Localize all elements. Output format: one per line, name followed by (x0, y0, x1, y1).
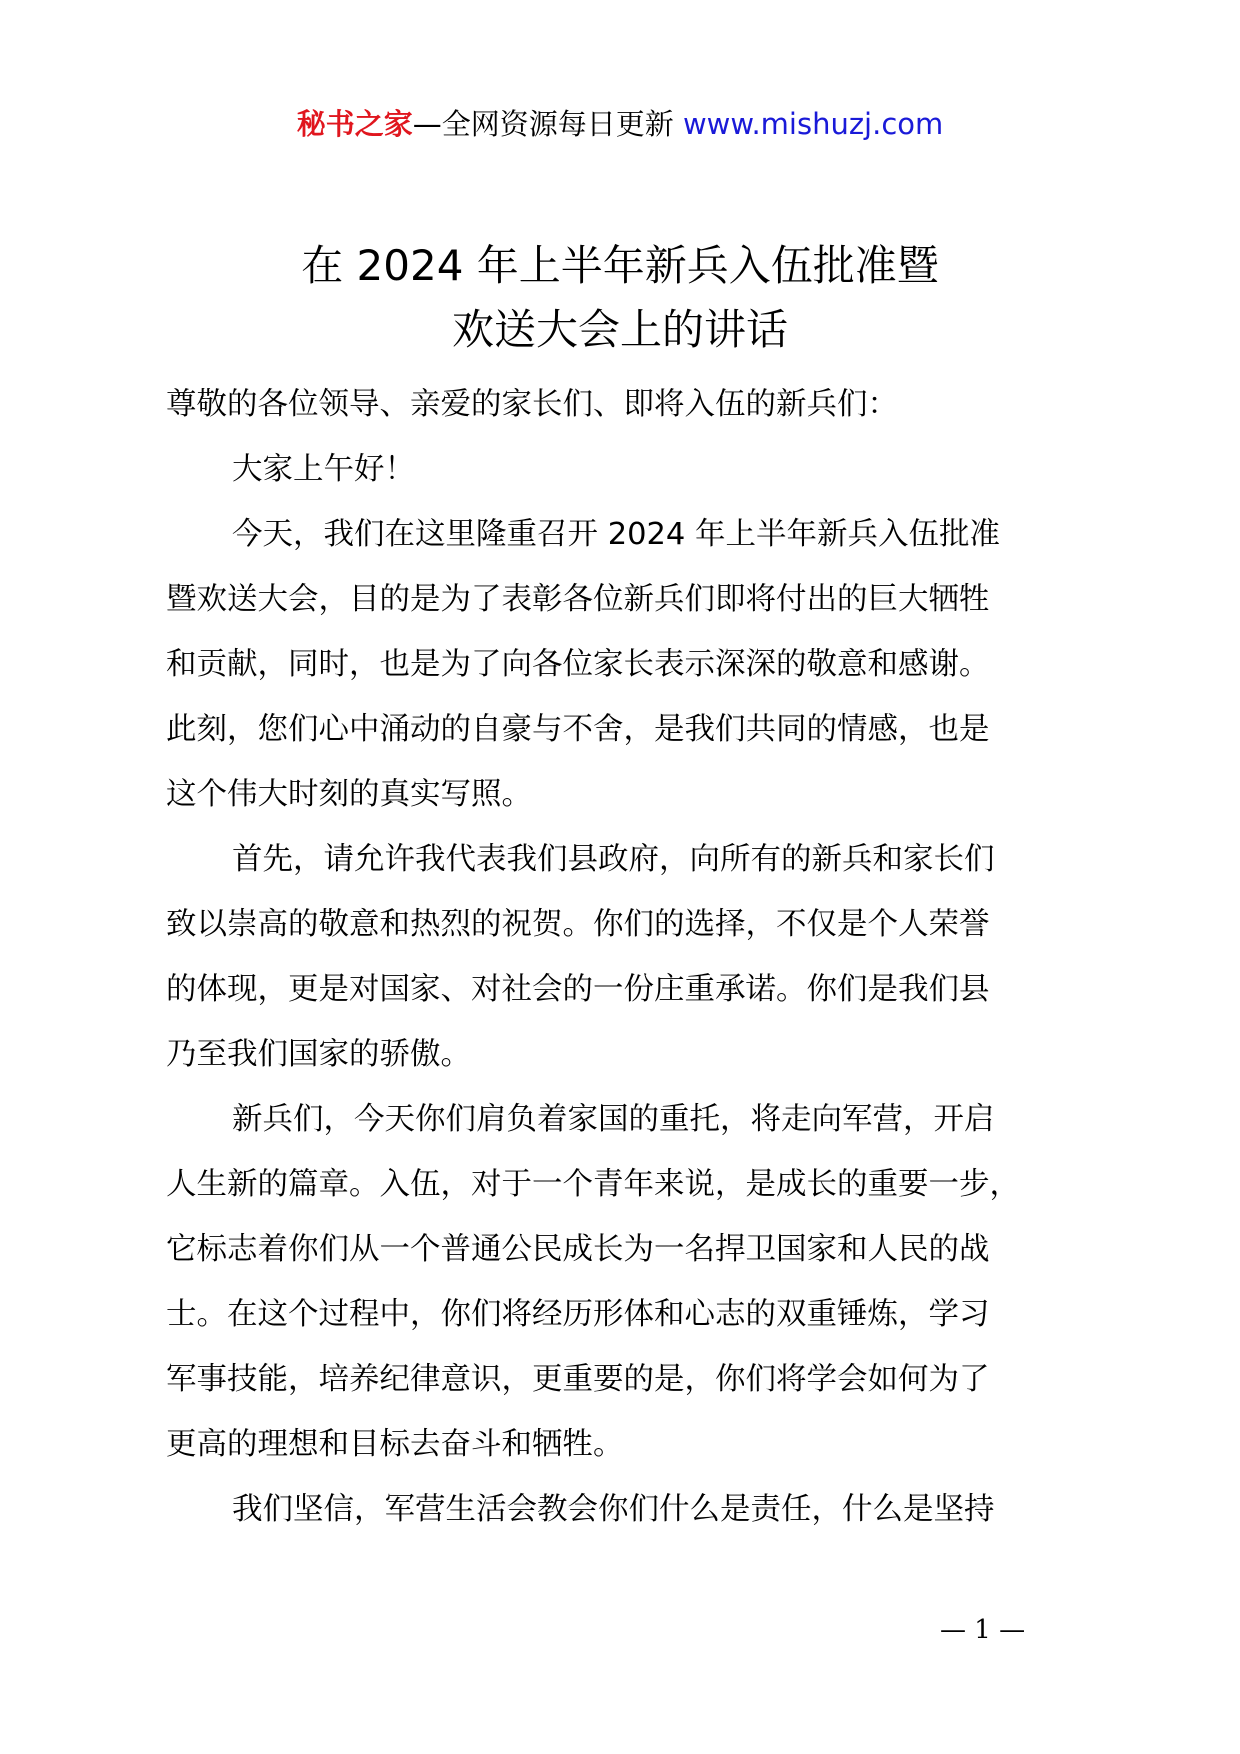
text-line: 首先，请允许我代表我们县政府，向所有的新兵和家长们 (232, 842, 995, 877)
site-header (0, 104, 1240, 144)
salutation: 尊敬的各位领导、亲爱的家长们、即将入伍的新兵们： (166, 387, 898, 422)
text-line: 士。在这个过程中，你们将经历形体和心志的双重锤炼，学习 (166, 1297, 990, 1332)
document-title-line-1: 在 2024 年上半年新兵入伍批准暨 (301, 241, 939, 290)
text-line: 此刻，您们心中涌动的自豪与不舍，是我们共同的情感，也是 (166, 712, 990, 747)
text-line: 我们坚信，军营生活会教会你们什么是责任，什么是坚持 (232, 1492, 995, 1527)
text-line: 今天，我们在这里隆重召开 2024 年上半年新兵入伍批准 (232, 517, 1001, 552)
text-line: 更高的理想和目标去奋斗和牺牲。 (166, 1427, 624, 1462)
site-brand: 秘书之家 (296, 107, 413, 141)
text-line: 人生新的篇章。入伍，对于一个青年来说，是成长的重要一步， (166, 1167, 1020, 1202)
text-line: 它标志着你们从一个普通公民成长为一名捍卫国家和人民的战 (166, 1232, 990, 1267)
text-line: 的体现，更是对国家、对社会的一份庄重承诺。你们是我们县 (166, 972, 990, 1007)
text-line: 新兵们，今天你们肩负着家国的重托，将走向军营，开启 (232, 1102, 995, 1137)
page-number: — 1 — (940, 1615, 1026, 1645)
site-slogan: —全网资源每日更新 (412, 107, 683, 141)
document-title-line-2: 欢送大会上的讲话 (451, 305, 788, 354)
text-line: 这个伟大时刻的真实写照。 (166, 777, 532, 812)
text-line: 致以崇高的敬意和热烈的祝贺。你们的选择，不仅是个人荣誉 (166, 907, 990, 942)
text-line: 暨欢送大会，目的是为了表彰各位新兵们即将付出的巨大牺牲 (166, 582, 990, 617)
text-line: 大家上午好！ (232, 452, 415, 487)
site-url-link[interactable]: www.mishuzj.com (682, 107, 944, 141)
text-line: 和贡献，同时，也是为了向各位家长表示深深的敬意和感谢。 (166, 647, 990, 682)
text-line: 乃至我们国家的骄傲。 (166, 1037, 471, 1072)
text-line: 军事技能，培养纪律意识，更重要的是，你们将学会如何为了 (166, 1362, 990, 1397)
speech-body (166, 372, 1126, 1542)
